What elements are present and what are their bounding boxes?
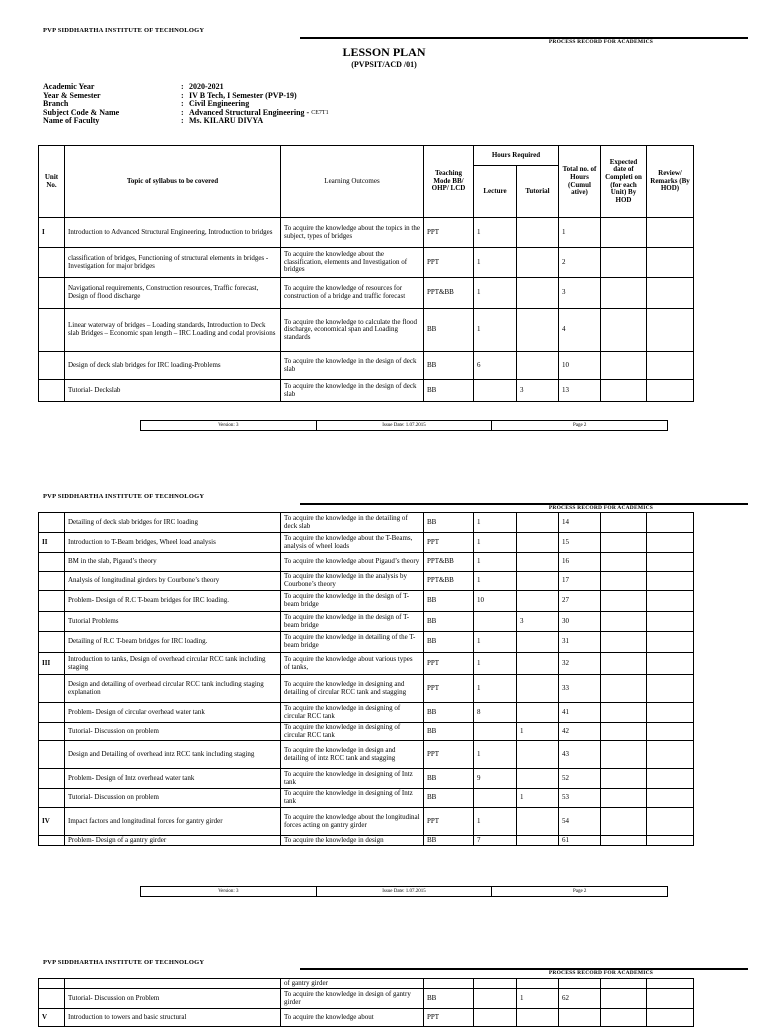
total-hours-cell: 43: [559, 741, 601, 769]
institute-name: PVP SIDDHARTHA INSTITUTE OF TECHNOLOGY: [43, 493, 205, 500]
meta-value: Ms. KILARU DIVYA: [189, 116, 264, 126]
topic-cell: Problem- Design of Intz overhead water tank: [65, 769, 281, 789]
meta-value: 2020-2021: [189, 82, 224, 91]
lecture-hours-cell: 1: [474, 741, 517, 769]
institute-name: PVP SIDDHARTHA INSTITUTE OF TECHNOLOGY: [43, 959, 205, 966]
mode-cell: BB: [424, 723, 474, 741]
lecture-hours-cell: 1: [474, 808, 517, 836]
meta-row: Subject Code & Name : Advanced Structural Engineering - CE7T1: [43, 107, 329, 117]
mode-cell: BB: [424, 380, 474, 402]
mode-cell: BB: [424, 789, 474, 808]
unit-cell: [39, 989, 65, 1009]
meta-value: IV B Tech, I Semester (PVP-19): [189, 90, 297, 100]
outcome-cell: To acquire the knowledge in the analysis by Courbone’s theory: [281, 572, 424, 591]
outcome-cell: To acquire the knowledge in design of gantry girder: [281, 989, 424, 1009]
footer-issue-date: Issue Date: 1.07.2015: [317, 887, 493, 896]
outcome-cell: To acquire the knowledge about various types of tanks,: [281, 653, 424, 675]
institute-name: PVP SIDDHARTHA INSTITUTE OF TECHNOLOGY: [43, 27, 205, 34]
mode-cell: BB: [424, 612, 474, 632]
tutorial-hours-cell: 3: [517, 380, 559, 402]
total-hours-cell: 41: [559, 703, 601, 723]
outcome-cell: To acquire the knowledge in the design of deck slab: [281, 352, 424, 380]
outcome-cell: To acquire the knowledge in the design of deck slab: [281, 380, 424, 402]
unit-cell: [39, 979, 65, 989]
lecture-hours-cell: 1: [474, 218, 517, 248]
footer-issue-date: Issue Date: 1.07.2015: [317, 421, 493, 430]
outcome-cell: To acquire the knowledge about the T-Beams, analysis of wheel loads: [281, 533, 424, 553]
tutorial-hours-cell: [517, 979, 559, 989]
outcome-cell: To acquire the knowledge in the detailing of deck slab: [281, 513, 424, 533]
topic-cell: BM in the slab, Pigaud’s theory: [65, 553, 281, 572]
unit-cell: III: [39, 653, 65, 675]
expected-date-cell: [601, 979, 647, 989]
total-hours-cell: 15: [559, 533, 601, 553]
header-review: Review/ Remarks (By HOD): [647, 146, 694, 218]
outcome-cell: To acquire the knowledge in designing of circular RCC tank: [281, 703, 424, 723]
lecture-hours-cell: 9: [474, 769, 517, 789]
total-hours-cell: 27: [559, 591, 601, 612]
topic-cell: Design and Detailing of overhead intz RCC tank including staging: [65, 741, 281, 769]
mode-cell: PPT&BB: [424, 553, 474, 572]
total-hours-cell: 14: [559, 513, 601, 533]
topic-cell: Tutorial- Discussion on problem: [65, 789, 281, 808]
total-hours-cell: 17: [559, 572, 601, 591]
lecture-hours-cell: [474, 979, 517, 989]
outcome-cell: To acquire the knowledge about Pigaud’s theory: [281, 553, 424, 572]
table-body-3: [39, 979, 741, 1027]
topic-cell: Introduction to towers and basic structural: [65, 1009, 281, 1027]
topic-cell: Tutorial- Deckslab: [65, 380, 281, 402]
topic-cell: Tutorial Problems: [65, 612, 281, 632]
lecture-hours-cell: 1: [474, 248, 517, 278]
total-hours-cell: 3: [559, 278, 601, 309]
topic-cell: Navigational requirements, Construction resources, Traffic forecast, Design of flood discharge: [65, 278, 281, 309]
meta-key: Name of Faculty: [43, 116, 100, 126]
total-hours-cell: 16: [559, 553, 601, 572]
mode-cell: BB: [424, 836, 474, 846]
outcome-cell: To acquire the knowledge in detailing of the T-beam bridge: [281, 632, 424, 653]
topic-cell: Introduction to tanks, Design of overhead circular RCC tank including staging: [65, 653, 281, 675]
tutorial-hours-cell: 1: [517, 789, 559, 808]
lecture-hours-cell: 8: [474, 703, 517, 723]
lecture-hours-cell: 1: [474, 278, 517, 309]
topic-cell: Introduction to Advanced Structural Engineering, Introduction to bridges: [65, 218, 281, 248]
header-lecture: Lecture: [474, 166, 517, 218]
total-hours-cell: 10: [559, 352, 601, 380]
lecture-hours-cell: 1: [474, 653, 517, 675]
lecture-hours-cell: 1: [474, 309, 517, 352]
table-row: [39, 989, 741, 1009]
topic-cell: [65, 979, 281, 989]
topic-cell: Introduction to T-Beam bridges, Wheel load analysis: [65, 533, 281, 553]
outcome-cell: To acquire the knowledge of resources for construction of a bridge and traffic forecast: [281, 278, 424, 309]
mode-cell: PPT&BB: [424, 278, 474, 309]
mode-cell: PPT: [424, 675, 474, 703]
mode-cell: PPT: [424, 653, 474, 675]
meta-value: Advanced Structural Engineering -: [189, 107, 310, 117]
header-tutorial: Tutorial: [517, 166, 559, 218]
total-hours-cell: 1: [559, 218, 601, 248]
total-hours-cell: 54: [559, 808, 601, 836]
mode-cell: [424, 979, 474, 989]
meta-row: Branch : Civil Engineering: [43, 99, 250, 109]
mode-cell: PPT: [424, 741, 474, 769]
outcome-cell: To acquire the knowledge to calculate the flood discharge, economical span and Loading standards: [281, 309, 424, 352]
total-hours-cell: 52: [559, 769, 601, 789]
header-mode: Teaching Mode BB/ OHP/ LCD: [424, 146, 474, 218]
mode-cell: BB: [424, 989, 474, 1009]
unit-cell: II: [39, 533, 65, 553]
header-total: Total no. of Hours (Cumul ative): [559, 146, 601, 218]
mode-cell: BB: [424, 769, 474, 789]
subject-code: CE7T1: [311, 109, 329, 116]
header-outcomes: Learning Outcomes: [281, 146, 424, 218]
meta-key: Academic Year: [43, 82, 95, 91]
outcome-cell: To acquire the knowledge in designing and detailing of circular RCC tank and stagging: [281, 675, 424, 703]
tutorial-hours-cell: 1: [517, 989, 559, 1009]
lecture-hours-cell: 6: [474, 352, 517, 380]
topic-cell: Tutorial- Discussion on Problem: [65, 989, 281, 1009]
topic-cell: Design of deck slab bridges for IRC loading-Problems: [65, 352, 281, 380]
outcome-cell: To acquire the knowledge about: [281, 1009, 424, 1027]
outcome-cell: To acquire the knowledge in design: [281, 836, 424, 846]
mode-cell: PPT: [424, 248, 474, 278]
header-rule: [300, 968, 748, 970]
process-record-label: PROCESS RECORD FOR ACADEMICS: [548, 505, 653, 511]
lecture-hours-cell: [474, 989, 517, 1009]
unit-cell: IV: [39, 808, 65, 836]
mode-cell: PPT&BB: [424, 572, 474, 591]
total-hours-cell: [559, 979, 601, 989]
process-record-label: PROCESS RECORD FOR ACADEMICS: [548, 39, 653, 45]
topic-cell: Impact factors and longitudinal forces for gantry girder: [65, 808, 281, 836]
topic-cell: Detailing of R.C T-beam bridges for IRC loading.: [65, 632, 281, 653]
outcome-cell: To acquire the knowledge about the topics in the subject, types of bridges: [281, 218, 424, 248]
table-row: [39, 979, 741, 989]
header-hours: Hours Required: [474, 146, 559, 166]
mode-cell: BB: [424, 632, 474, 653]
total-hours-cell: 2: [559, 248, 601, 278]
expected-date-cell: [601, 989, 647, 1009]
total-hours-cell: 33: [559, 675, 601, 703]
total-hours-cell: 30: [559, 612, 601, 632]
outcome-cell: To acquire the knowledge in the design of T-beam bridge: [281, 591, 424, 612]
tutorial-hours-cell: 1: [517, 723, 559, 741]
total-hours-cell: 62: [559, 989, 601, 1009]
header-topic: Topic of syllabus to be covered: [65, 146, 281, 218]
mode-cell: BB: [424, 309, 474, 352]
meta-row: Name of Faculty : Ms. KILARU DIVYA: [43, 116, 264, 126]
page-subtitle: (PVPSIT/ACD /01): [351, 60, 417, 69]
meta-key: Subject Code & Name: [43, 107, 120, 117]
lecture-hours-cell: 1: [474, 572, 517, 591]
outcome-cell: To acquire the knowledge in the design of T-beam bridge: [281, 612, 424, 632]
lecture-hours-cell: 7: [474, 836, 517, 846]
outcome-cell: To acquire the knowledge about the longitudinal forces acting on gantry girder: [281, 808, 424, 836]
unit-cell: I: [39, 218, 65, 248]
meta-key: Year & Semester: [43, 90, 101, 100]
footer-page: Page 2: [572, 889, 587, 894]
lecture-hours-cell: 1: [474, 513, 517, 533]
total-hours-cell: 61: [559, 836, 601, 846]
tutorial-hours-cell: 3: [517, 612, 559, 632]
meta-value: Civil Engineering: [189, 99, 250, 109]
mode-cell: BB: [424, 513, 474, 533]
lecture-hours-cell: 10: [474, 591, 517, 612]
outcome-cell: To acquire the knowledge in designing of circular RCC tank: [281, 723, 424, 741]
meta-key: Branch: [43, 99, 69, 109]
meta-row: Academic Year : 2020-2021: [43, 82, 224, 91]
lecture-hours-cell: 1: [474, 533, 517, 553]
mode-cell: PPT: [424, 1009, 474, 1027]
lesson-plan-table-3: [38, 978, 741, 1027]
topic-cell: Problem- Design of a gantry girder: [65, 836, 281, 846]
meta-row: Year & Semester : IV B Tech, I Semester (PVP-19): [43, 90, 297, 100]
total-hours-cell: 31: [559, 632, 601, 653]
mode-cell: BB: [424, 591, 474, 612]
header-expected: Expected date of Completi on (for each Unit) By HOD: [601, 146, 647, 218]
total-hours-cell: 32: [559, 653, 601, 675]
total-hours-cell: 13: [559, 380, 601, 402]
outcome-cell: To acquire the knowledge about the classification, elements and Investigation of bridges: [281, 248, 424, 278]
topic-cell: Analysis of longitudinal girders by Courbone’s theory: [65, 572, 281, 591]
page-title: LESSON PLAN: [342, 45, 426, 59]
review-remarks-cell: [647, 979, 694, 989]
topic-cell: Linear waterway of bridges – Loading standards, Introduction to Deck slab Bridges – Economic span length – IRC Loading and codal provisions: [65, 309, 281, 352]
outcome-cell: of gantry girder: [281, 979, 424, 989]
total-hours-cell: 4: [559, 309, 601, 352]
process-record-label: PROCESS RECORD FOR ACADEMICS: [548, 970, 653, 976]
outcome-cell: To acquire the knowledge in designing of Intz tank: [281, 769, 424, 789]
mode-cell: BB: [424, 703, 474, 723]
review-remarks-cell: [647, 989, 694, 1009]
topic-cell: Problem- Design of circular overhead water tank: [65, 703, 281, 723]
mode-cell: PPT: [424, 808, 474, 836]
total-hours-cell: 42: [559, 723, 601, 741]
footer-version: Version: 3: [141, 421, 317, 430]
topic-cell: Design and detailing of overhead circular RCC tank including staging explanation: [65, 675, 281, 703]
footer-version: Version: 3: [141, 887, 317, 896]
mode-cell: PPT: [424, 533, 474, 553]
topic-cell: Problem- Design of R.C T-beam bridges for IRC loading.: [65, 591, 281, 612]
topic-cell: Detailing of deck slab bridges for IRC loading: [65, 513, 281, 533]
lecture-hours-cell: 1: [474, 632, 517, 653]
footer-page: Page 2: [572, 423, 587, 428]
lecture-hours-cell: 1: [474, 553, 517, 572]
header-unit: Unit No.: [39, 146, 65, 218]
topic-cell: classification of bridges, Functioning of structural elements in bridges - Investigation for major bridges: [65, 248, 281, 278]
unit-cell: V: [39, 1009, 65, 1027]
outcome-cell: To acquire the knowledge in designing of Intz tank: [281, 789, 424, 808]
outcome-cell: To acquire the knowledge in design and detailing of intz RCC tank and stagging: [281, 741, 424, 769]
lecture-hours-cell: 1: [474, 675, 517, 703]
topic-cell: Tutorial- Discussion on problem: [65, 723, 281, 741]
mode-cell: PPT: [424, 218, 474, 248]
mode-cell: BB: [424, 352, 474, 380]
total-hours-cell: 53: [559, 789, 601, 808]
